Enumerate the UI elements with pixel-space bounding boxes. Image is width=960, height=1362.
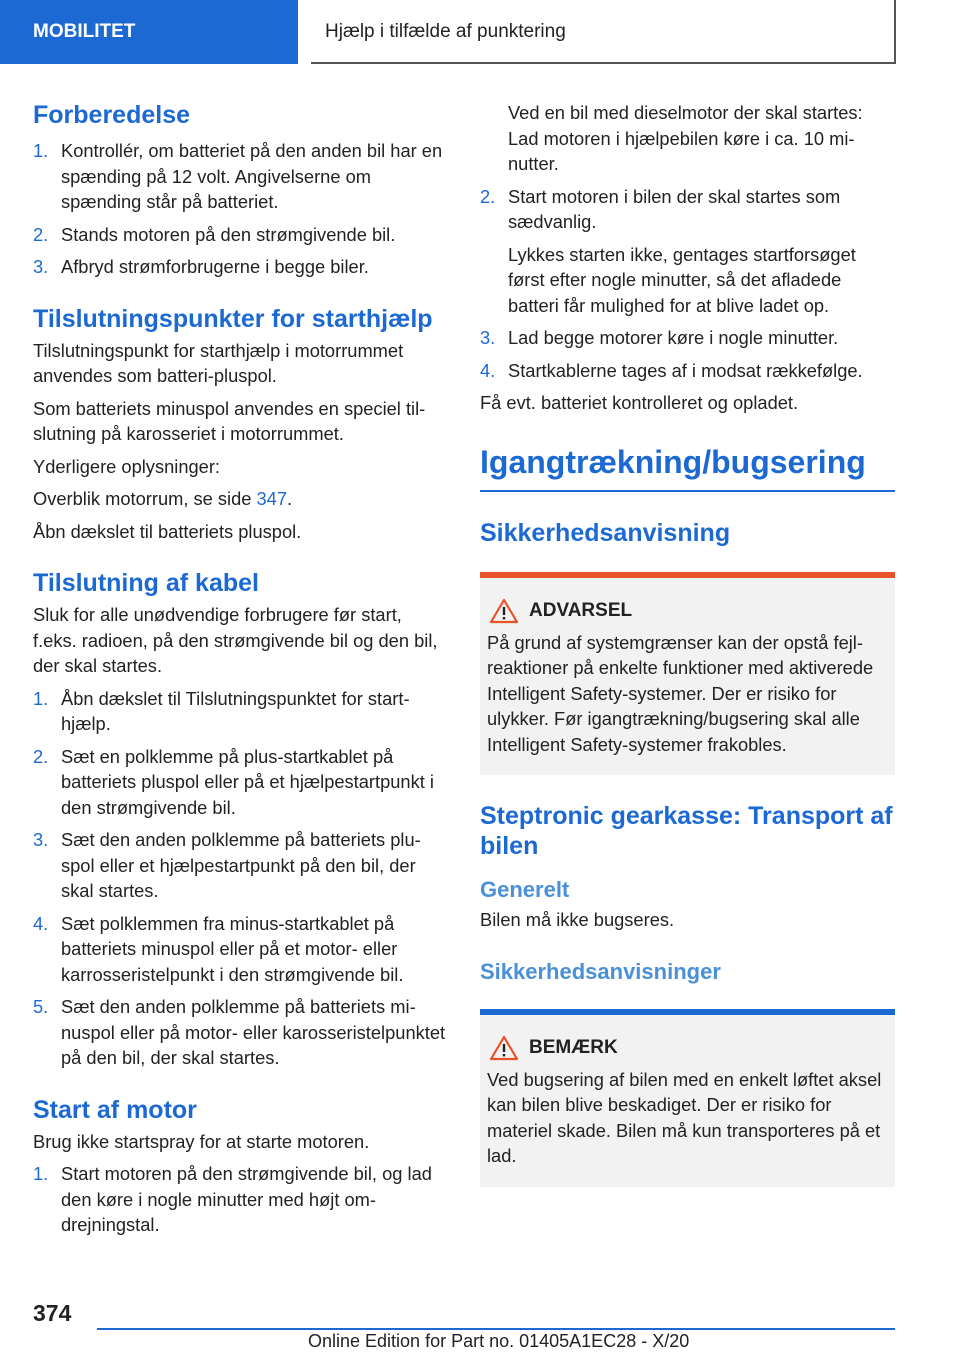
heading-general: Generelt bbox=[480, 877, 570, 902]
paragraph: Som batteriets minuspol anvendes en speciel tilslutning på karosseriet i motorrummet. bbox=[33, 397, 426, 444]
list-item: 5. Sæt den anden polklemme på batteriets minuspol eller på motor- eller karosseristelpunktet på den bil, der skal startes. bbox=[33, 996, 446, 1068]
heading-connection-points: Tilslutningspunkter for starthjælp bbox=[33, 304, 433, 333]
warning-icon bbox=[489, 1035, 519, 1061]
heading-preparation: Forberedelse bbox=[33, 101, 191, 129]
list-item: 4. Sæt polklemmen fra minus-startkablet på batteriets minuspol eller på et motor- eller karrosseristelpunkt i den strømgivende bil. bbox=[33, 912, 404, 985]
list-item: 3. Afbryd strømforbrugerne i begge biler. bbox=[33, 256, 369, 277]
list-item: 1. Kontrollér, om batteriet på den anden bil har en spænding på 12 volt. Angivelserne om spænding står på batteriet. bbox=[33, 140, 443, 212]
paragraph: Sluk for alle unødvendige forbrugere før start, f.eks. radioen, på den strømgivende bil og den bil, der skal startes. bbox=[33, 604, 438, 676]
paragraph: Brug ikke startspray for at starte motoren. bbox=[33, 1130, 370, 1152]
paragraph-reference: Overblik motorrum, se side 347. bbox=[33, 488, 293, 509]
right-column bbox=[480, 100, 895, 1187]
list-item: 2. Start motoren i bilen der skal startes som sædvanlig. bbox=[480, 185, 841, 232]
warning-box bbox=[480, 572, 895, 776]
list-item: 2. Sæt en polklemme på plus-startkablet på batteriets pluspol eller på et hjælpestartpunkt i den strømgivende bil. bbox=[33, 745, 434, 818]
list-item: 2. Stands motoren på den strømgivende bil. bbox=[33, 223, 396, 245]
page-link[interactable]: 347 bbox=[256, 488, 288, 509]
notice-title: BEMÆRK bbox=[487, 1035, 887, 1061]
header-chapter: Hjælp i tilfælde af punktering bbox=[311, 0, 896, 64]
heading-towing: Igangtrækning/bugsering bbox=[480, 443, 866, 480]
list-item: 3. Sæt den anden polklemme på batteriets pluspol eller et hjælpestartpunkt på den bil, der skal startes. bbox=[33, 829, 421, 901]
page-number: 374 bbox=[33, 1300, 72, 1326]
footer-edition: Online Edition for Part no. 01405A1EC28 - X/20 bbox=[308, 1331, 690, 1351]
paragraph-continued: Ved en bil med dieselmotor der skal startes: Lad motoren i hjælpebilen køre i ca. 10 minutter. bbox=[508, 102, 863, 174]
header-section: MOBILITET bbox=[0, 0, 298, 64]
paragraph: Tilslutningspunkt for starthjælp i motorrummet anvendes som batteri-pluspol. bbox=[33, 339, 404, 386]
notice-text: Ved bugsering af bilen med en enkelt løftet aksel kan bilen blive beskadiget. Der er risiko for materiel skade. Bilen må kun transporteres på et lad. bbox=[487, 1068, 882, 1166]
heading-rule bbox=[480, 490, 895, 492]
list-item: 4. Startkablerne tages af i modsat rækkefølge. bbox=[480, 359, 863, 381]
warning-title: ADVARSEL bbox=[487, 598, 887, 624]
paragraph: Åbn dækslet til batteriets pluspol. bbox=[33, 520, 302, 542]
footer-rule bbox=[97, 1328, 895, 1330]
warning-icon bbox=[489, 598, 519, 624]
paragraph: Yderligere oplysninger: bbox=[33, 455, 220, 477]
heading-steptronic: Steptronic gearkasse: Transport af bilen bbox=[480, 802, 893, 860]
notice-box bbox=[480, 1009, 895, 1187]
paragraph: Få evt. batteriet kontrolleret og opladet. bbox=[480, 392, 799, 413]
prep-list bbox=[33, 138, 448, 280]
heading-safety-notes: Sikkerhedsanvisninger bbox=[480, 958, 721, 984]
list-item: 1. Start motoren på den strømgivende bil, og lad den køre i nogle minutter med højt omdrejningstal. bbox=[33, 1163, 432, 1235]
cable-list bbox=[33, 686, 448, 1071]
list-item: 1. Åbn dækslet til Tilslutningspunktet for starthjælp. bbox=[33, 687, 410, 734]
heading-cable: Tilslutning af kabel bbox=[33, 569, 259, 597]
left-column bbox=[33, 100, 448, 1238]
list-item: 3. Lad begge motorer køre i nogle minutter. bbox=[480, 327, 839, 348]
heading-safety: Sikkerhedsanvisning bbox=[480, 518, 731, 547]
list-item: Lykkes starten ikke, gentages startforsøget først efter nogle minutter, så det afladede batteri får mulighed for at blive ladet op. bbox=[508, 243, 856, 316]
heading-start-engine: Start af motor bbox=[33, 1095, 197, 1124]
paragraph: Bilen må ikke bugseres. bbox=[480, 909, 675, 930]
warning-text: På grund af systemgrænser kan der opstå fejlreaktioner på enkelte funktioner med aktiverede Intelligent Safety-systemer. Der er risiko for ulykker. Før igangtrækning/bugsering skal alle Intelligent Safety-systemer frakobles. bbox=[487, 631, 874, 755]
